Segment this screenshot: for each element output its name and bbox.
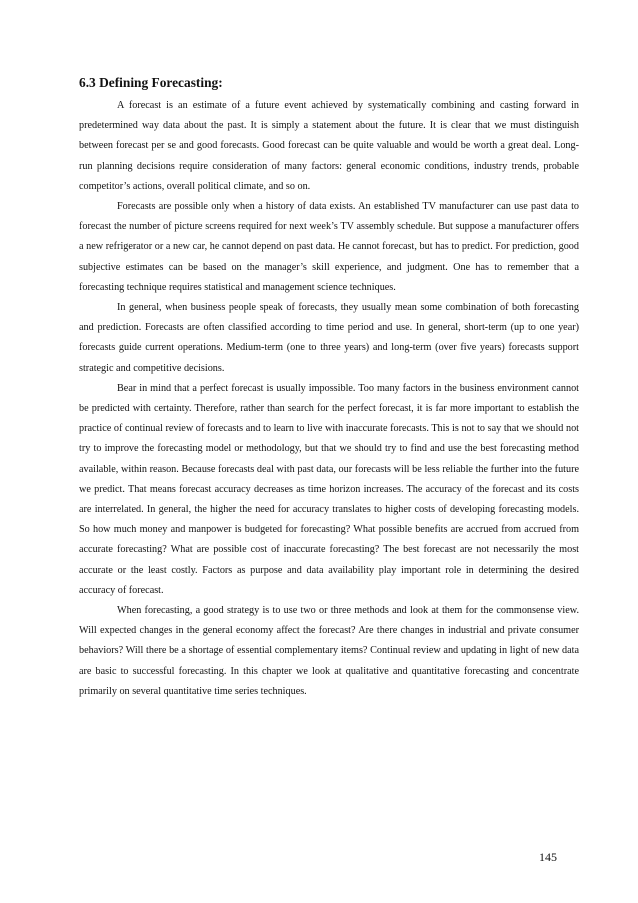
paragraph-1: A forecast is an estimate of a future event achieved by systematically combining and casting forward in predetermined way data about the past. It is simply a statement about the future. It is clear that we must distinguish between forecast per se and good forecasts. Good forecast can be quite valuable and would be worth a great deal. Long-run planning decisions require consideration of many factors: general economic conditions, industry trends, probable competitor’s actions, overall political climate, and so on.: [79, 100, 579, 192]
page-number: 145: [539, 850, 557, 864]
paragraph-3: In general, when business people speak of forecasts, they usually mean some combination of both forecasting and prediction. Forecasts are often classified according to time period and use. In general, short-term (up to one year) forecasts guide current operations. Medium-term (one to three years) and long-term (over five years) forecasts support strategic and competitive decisions.: [79, 302, 579, 374]
paragraph-2: Forecasts are possible only when a history of data exists. An established TV manufacturer can use past data to forecast the number of picture screens required for next week’s TV assembly schedule. But suppose a manufacturer offers a new refrigerator or a new car, he cannot depend on past data. He cannot forecast, but has to predict. For prediction, good subjective estimates can be based on the manager’s skill experience, and judgment. One has to remember that a forecasting technique requires statistical and management science techniques.: [79, 201, 579, 293]
section-body: [79, 96, 579, 702]
paragraph-5: When forecasting, a good strategy is to use two or three methods and look at them for the commonsense view. Will expected changes in the general economy affect the forecast? Are there changes in industrial and private consumer behaviors? Will there be a shortage of essential complementary items? Continual review and updating in light of new data are basic to successful forecasting. In this chapter we look at qualitative and quantitative forecasting and concentrate primarily on several quantitative time series techniques.: [79, 605, 579, 697]
paragraph-4: Bear in mind that a perfect forecast is usually impossible. Too many factors in the business environment cannot be predicted with certainty. Therefore, rather than search for the perfect forecast, it is far more important to establish the practice of continual review of forecasts and to learn to live with inaccurate forecasts. This is not to say that we should not try to improve the forecasting model or methodology, but that we should try to find and use the best forecasting method available, within reason. Because forecasts deal with past data, our forecasts will be less reliable the further into the future we predict. That means forecast accuracy decreases as time horizon increases. The accuracy of the forecast and its costs are interrelated. In general, the higher the need for accuracy translates to higher costs of developing forecasting models. So how much money and manpower is budgeted for forecasting? What possible benefits are accrued from accrued from accurate forecasting? What are possible cost of inaccurate forecasting? The best forecast are not necessarily the most accurate or the least costly. Factors as purpose and data availability play important role in determining the desired accuracy of forecast.: [79, 382, 579, 596]
section-heading: 6.3 Defining Forecasting:: [79, 75, 223, 90]
